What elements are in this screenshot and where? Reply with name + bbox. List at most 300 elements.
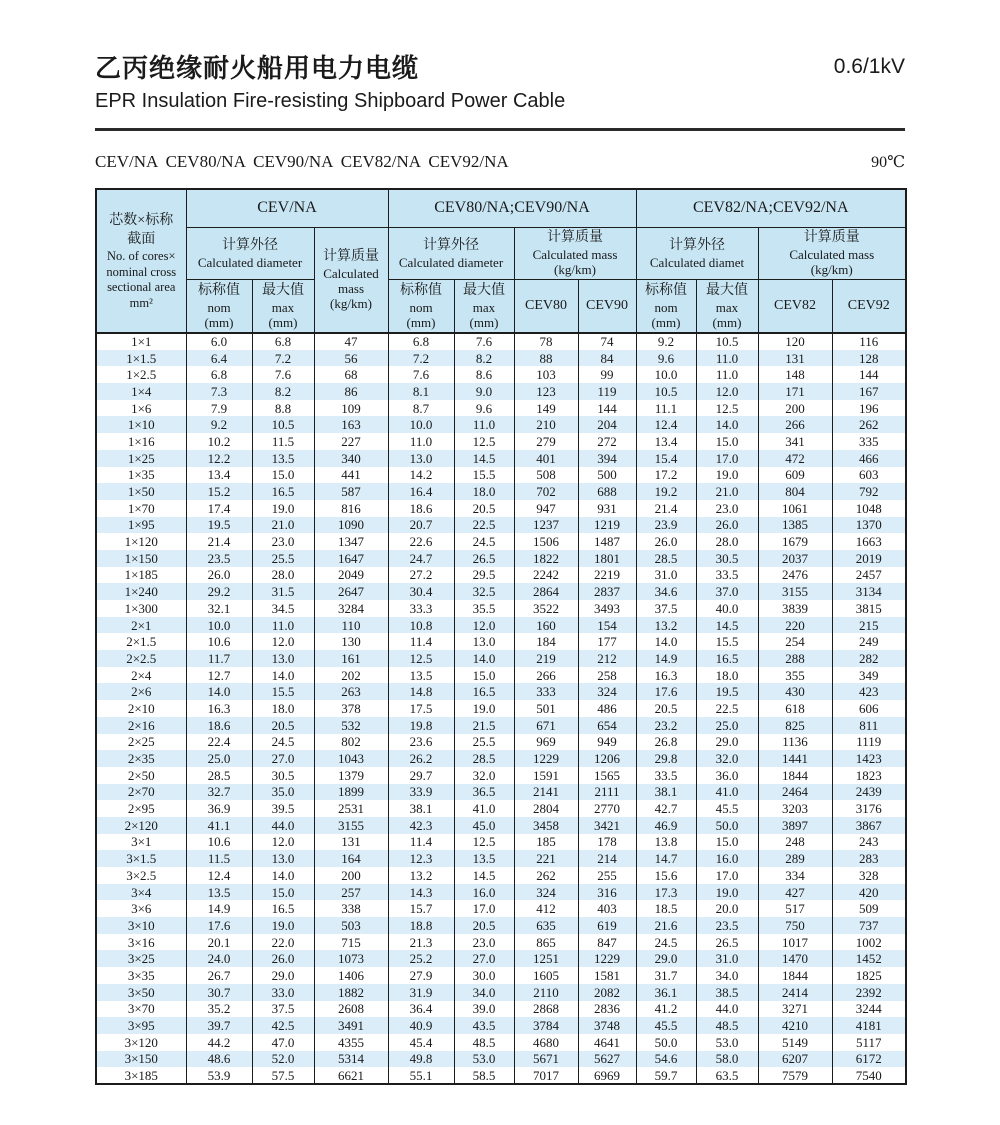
value-cell: 8.1 xyxy=(388,383,454,400)
value-cell: 18.8 xyxy=(388,917,454,934)
value-cell: 14.0 xyxy=(636,633,696,650)
value-cell: 44.2 xyxy=(186,1034,252,1051)
value-cell: 7.9 xyxy=(186,400,252,417)
value-cell: 11.4 xyxy=(388,834,454,851)
value-cell: 671 xyxy=(514,717,578,734)
value-cell: 283 xyxy=(832,850,906,867)
value-cell: 32.7 xyxy=(186,784,252,801)
value-cell: 4680 xyxy=(514,1034,578,1051)
table-row xyxy=(96,366,906,383)
value-cell: 11.5 xyxy=(186,850,252,867)
value-cell: 33.3 xyxy=(388,600,454,617)
group-header-cev80-90: CEV80/NA;CEV90/NA xyxy=(388,189,636,227)
value-cell: 6.8 xyxy=(186,366,252,383)
value-cell: 1061 xyxy=(758,500,832,517)
value-cell: 24.5 xyxy=(454,533,514,550)
value-cell: 816 xyxy=(314,500,388,517)
value-cell: 6.8 xyxy=(388,333,454,350)
value-cell: 1801 xyxy=(578,550,636,567)
value-cell: 37.5 xyxy=(252,1001,314,1018)
value-cell: 19.0 xyxy=(252,500,314,517)
value-cell: 355 xyxy=(758,667,832,684)
value-cell: 5314 xyxy=(314,1051,388,1068)
value-cell: 32.0 xyxy=(454,767,514,784)
value-cell: 29.2 xyxy=(186,583,252,600)
spec-cell: 1×10 xyxy=(96,416,186,433)
value-cell: 15.6 xyxy=(636,867,696,884)
value-cell: 282 xyxy=(832,650,906,667)
value-cell: 12.5 xyxy=(388,650,454,667)
table-row xyxy=(96,383,906,400)
value-cell: 3421 xyxy=(578,817,636,834)
value-cell: 6969 xyxy=(578,1067,636,1084)
value-cell: 266 xyxy=(514,667,578,684)
table-row xyxy=(96,400,906,417)
value-cell: 40.9 xyxy=(388,1017,454,1034)
value-cell: 20.0 xyxy=(696,900,758,917)
spec-cell: 3×150 xyxy=(96,1051,186,1068)
value-cell: 11.5 xyxy=(252,433,314,450)
table-row xyxy=(96,333,906,350)
value-cell: 22.5 xyxy=(454,517,514,534)
value-cell: 262 xyxy=(514,867,578,884)
value-cell: 16.0 xyxy=(696,850,758,867)
value-cell: 123 xyxy=(514,383,578,400)
value-cell: 847 xyxy=(578,934,636,951)
value-cell: 737 xyxy=(832,917,906,934)
subcol-cev90: CEV90 xyxy=(578,279,636,333)
value-cell: 20.5 xyxy=(454,917,514,934)
value-cell: 1487 xyxy=(578,533,636,550)
value-cell: 3155 xyxy=(314,817,388,834)
value-cell: 9.2 xyxy=(186,416,252,433)
value-cell: 1822 xyxy=(514,550,578,567)
value-cell: 688 xyxy=(578,483,636,500)
value-cell: 19.5 xyxy=(186,517,252,534)
value-cell: 1565 xyxy=(578,767,636,784)
spec-cell: 2×16 xyxy=(96,717,186,734)
value-cell: 34.6 xyxy=(636,583,696,600)
value-cell: 128 xyxy=(832,350,906,367)
value-cell: 53.0 xyxy=(454,1051,514,1068)
value-cell: 39.7 xyxy=(186,1017,252,1034)
title-block xyxy=(95,52,565,115)
spec-cell: 3×185 xyxy=(96,1067,186,1084)
value-cell: 16.5 xyxy=(252,483,314,500)
value-cell: 48.5 xyxy=(696,1017,758,1034)
table-row xyxy=(96,650,906,667)
value-cell: 13.0 xyxy=(252,650,314,667)
value-cell: 31.5 xyxy=(252,583,314,600)
value-cell: 31.9 xyxy=(388,984,454,1001)
table-row xyxy=(96,750,906,767)
value-cell: 3134 xyxy=(832,583,906,600)
value-cell: 103 xyxy=(514,366,578,383)
value-cell: 1663 xyxy=(832,533,906,550)
value-cell: 17.2 xyxy=(636,467,696,484)
value-cell: 21.6 xyxy=(636,917,696,934)
value-cell: 12.7 xyxy=(186,667,252,684)
spec-header-unit: mm² xyxy=(129,295,153,310)
value-cell: 15.7 xyxy=(388,900,454,917)
value-cell: 750 xyxy=(758,917,832,934)
value-cell: 19.5 xyxy=(696,683,758,700)
value-cell: 427 xyxy=(758,884,832,901)
value-cell: 17.3 xyxy=(636,884,696,901)
table-row xyxy=(96,800,906,817)
value-cell: 29.5 xyxy=(454,567,514,584)
value-cell: 14.5 xyxy=(454,450,514,467)
table-row xyxy=(96,917,906,934)
value-cell: 6.8 xyxy=(252,333,314,350)
value-cell: 9.6 xyxy=(636,350,696,367)
value-cell: 9.0 xyxy=(454,383,514,400)
value-cell: 10.5 xyxy=(696,333,758,350)
value-cell: 15.5 xyxy=(696,633,758,650)
table-row xyxy=(96,1017,906,1034)
value-cell: 35.5 xyxy=(454,600,514,617)
value-cell: 254 xyxy=(758,633,832,650)
value-cell: 15.0 xyxy=(454,667,514,684)
value-cell: 811 xyxy=(832,717,906,734)
value-cell: 56 xyxy=(314,350,388,367)
value-cell: 10.6 xyxy=(186,633,252,650)
spec-header-zh-line1: 芯数×标称 xyxy=(109,213,174,228)
value-cell: 12.0 xyxy=(696,383,758,400)
value-cell: 13.0 xyxy=(388,450,454,467)
value-cell: 21.4 xyxy=(186,533,252,550)
table-header xyxy=(96,189,906,333)
value-cell: 2219 xyxy=(578,567,636,584)
value-cell: 1002 xyxy=(832,934,906,951)
value-cell: 865 xyxy=(514,934,578,951)
value-cell: 14.3 xyxy=(388,884,454,901)
value-cell: 18.0 xyxy=(454,483,514,500)
value-cell: 178 xyxy=(578,834,636,851)
value-cell: 20.1 xyxy=(186,934,252,951)
value-cell: 17.5 xyxy=(388,700,454,717)
diameter-header-2-zh: 计算外径 xyxy=(423,237,479,253)
value-cell: 16.0 xyxy=(454,884,514,901)
value-cell: 34.5 xyxy=(252,600,314,617)
value-cell: 249 xyxy=(832,633,906,650)
value-cell: 57.5 xyxy=(252,1067,314,1084)
value-cell: 44.0 xyxy=(252,817,314,834)
value-cell: 19.0 xyxy=(696,467,758,484)
value-cell: 29.7 xyxy=(388,767,454,784)
spec-cell: 2×4 xyxy=(96,667,186,684)
value-cell: 1581 xyxy=(578,967,636,984)
value-cell: 25.0 xyxy=(696,717,758,734)
value-cell: 1219 xyxy=(578,517,636,534)
value-cell: 20.5 xyxy=(454,500,514,517)
value-cell: 10.2 xyxy=(186,433,252,450)
value-cell: 423 xyxy=(832,683,906,700)
value-cell: 2049 xyxy=(314,567,388,584)
spec-cell: 1×1.5 xyxy=(96,350,186,367)
value-cell: 131 xyxy=(758,350,832,367)
value-cell: 403 xyxy=(578,900,636,917)
value-cell: 1347 xyxy=(314,533,388,550)
value-cell: 3815 xyxy=(832,600,906,617)
table-row xyxy=(96,900,906,917)
spec-cell: 2×35 xyxy=(96,750,186,767)
value-cell: 4641 xyxy=(578,1034,636,1051)
value-cell: 947 xyxy=(514,500,578,517)
value-cell: 30.0 xyxy=(454,967,514,984)
value-cell: 116 xyxy=(832,333,906,350)
mass-header-3 xyxy=(758,227,906,279)
mass-header-1-zh: 计算质量 xyxy=(323,249,379,265)
value-cell: 11.0 xyxy=(454,416,514,433)
value-cell: 54.6 xyxy=(636,1051,696,1068)
value-cell: 43.5 xyxy=(454,1017,514,1034)
value-cell: 26.5 xyxy=(696,934,758,951)
spec-cell: 1×50 xyxy=(96,483,186,500)
value-cell: 53.0 xyxy=(696,1034,758,1051)
value-cell: 45.0 xyxy=(454,817,514,834)
value-cell: 6207 xyxy=(758,1051,832,1068)
value-cell: 17.6 xyxy=(186,917,252,934)
value-cell: 185 xyxy=(514,834,578,851)
value-cell: 23.5 xyxy=(696,917,758,934)
value-cell: 2531 xyxy=(314,800,388,817)
value-cell: 25.2 xyxy=(388,950,454,967)
value-cell: 17.0 xyxy=(696,450,758,467)
value-cell: 212 xyxy=(578,650,636,667)
value-cell: 2868 xyxy=(514,1001,578,1018)
spec-cell: 3×25 xyxy=(96,950,186,967)
value-cell: 654 xyxy=(578,717,636,734)
value-cell: 15.5 xyxy=(252,683,314,700)
value-cell: 215 xyxy=(832,617,906,634)
value-cell: 15.0 xyxy=(252,884,314,901)
group-header-cev82-92: CEV82/NA;CEV92/NA xyxy=(636,189,906,227)
mass-header-3-unit: (kg/km) xyxy=(810,262,853,277)
value-cell: 5627 xyxy=(578,1051,636,1068)
value-cell: 45.4 xyxy=(388,1034,454,1051)
value-cell: 210 xyxy=(514,416,578,433)
value-cell: 12.5 xyxy=(696,400,758,417)
spec-header-zh-line2: 截面 xyxy=(127,232,156,247)
value-cell: 441 xyxy=(314,467,388,484)
table-row xyxy=(96,884,906,901)
spec-cell: 3×16 xyxy=(96,934,186,951)
table-row xyxy=(96,767,906,784)
value-cell: 28.5 xyxy=(186,767,252,784)
table-row xyxy=(96,533,906,550)
value-cell: 63.5 xyxy=(696,1067,758,1084)
value-cell: 86 xyxy=(314,383,388,400)
value-cell: 27.9 xyxy=(388,967,454,984)
subcol-nom-2: 标称值 nom (mm) xyxy=(388,279,454,333)
value-cell: 802 xyxy=(314,734,388,751)
table-row xyxy=(96,850,906,867)
value-cell: 13.4 xyxy=(186,467,252,484)
value-cell: 26.2 xyxy=(388,750,454,767)
table-row xyxy=(96,784,906,801)
value-cell: 23.2 xyxy=(636,717,696,734)
value-cell: 9.6 xyxy=(454,400,514,417)
value-cell: 13.5 xyxy=(454,850,514,867)
spec-cell: 1×150 xyxy=(96,550,186,567)
diameter-header-3-en: Calculated diamet xyxy=(649,254,745,270)
value-cell: 2414 xyxy=(758,984,832,1001)
value-cell: 1506 xyxy=(514,533,578,550)
table-row xyxy=(96,500,906,517)
subcol-cev82: CEV82 xyxy=(758,279,832,333)
value-cell: 12.4 xyxy=(636,416,696,433)
value-cell: 29.8 xyxy=(636,750,696,767)
value-cell: 13.5 xyxy=(388,667,454,684)
page-header xyxy=(95,52,905,115)
value-cell: 200 xyxy=(758,400,832,417)
value-cell: 243 xyxy=(832,834,906,851)
value-cell: 1825 xyxy=(832,967,906,984)
value-cell: 1073 xyxy=(314,950,388,967)
value-cell: 14.7 xyxy=(636,850,696,867)
value-cell: 38.1 xyxy=(636,784,696,801)
mass-header-1-en2: mass xyxy=(338,281,364,297)
value-cell: 37.0 xyxy=(696,583,758,600)
value-cell: 32.5 xyxy=(454,583,514,600)
value-cell: 1048 xyxy=(832,500,906,517)
value-cell: 4355 xyxy=(314,1034,388,1051)
value-cell: 130 xyxy=(314,633,388,650)
value-cell: 349 xyxy=(832,667,906,684)
value-cell: 15.0 xyxy=(696,834,758,851)
mass-header-2-zh: 计算质量 xyxy=(547,230,603,245)
value-cell: 25.5 xyxy=(454,734,514,751)
table-row xyxy=(96,1051,906,1068)
value-cell: 41.0 xyxy=(454,800,514,817)
value-cell: 25.5 xyxy=(252,550,314,567)
value-cell: 618 xyxy=(758,700,832,717)
value-cell: 1043 xyxy=(314,750,388,767)
value-cell: 10.8 xyxy=(388,617,454,634)
value-cell: 7.6 xyxy=(252,366,314,383)
value-cell: 3203 xyxy=(758,800,832,817)
value-cell: 31.0 xyxy=(636,567,696,584)
mass-header-1-unit: (kg/km) xyxy=(330,296,372,312)
value-cell: 272 xyxy=(578,433,636,450)
value-cell: 532 xyxy=(314,717,388,734)
value-cell: 41.2 xyxy=(636,1001,696,1018)
value-cell: 59.7 xyxy=(636,1067,696,1084)
value-cell: 517 xyxy=(758,900,832,917)
value-cell: 33.9 xyxy=(388,784,454,801)
value-cell: 6172 xyxy=(832,1051,906,1068)
value-cell: 8.2 xyxy=(454,350,514,367)
value-cell: 18.5 xyxy=(636,900,696,917)
value-cell: 3491 xyxy=(314,1017,388,1034)
value-cell: 78 xyxy=(514,333,578,350)
value-cell: 255 xyxy=(578,867,636,884)
diameter-header-3 xyxy=(636,227,758,279)
value-cell: 58.5 xyxy=(454,1067,514,1084)
table-row xyxy=(96,967,906,984)
value-cell: 14.9 xyxy=(186,900,252,917)
value-cell: 23.0 xyxy=(252,533,314,550)
table-row xyxy=(96,934,906,951)
value-cell: 8.2 xyxy=(252,383,314,400)
value-cell: 931 xyxy=(578,500,636,517)
value-cell: 36.9 xyxy=(186,800,252,817)
value-cell: 24.7 xyxy=(388,550,454,567)
diameter-header-2-en: Calculated diameter xyxy=(398,254,504,270)
value-cell: 13.2 xyxy=(388,867,454,884)
value-cell: 160 xyxy=(514,617,578,634)
value-cell: 266 xyxy=(758,416,832,433)
value-cell: 2804 xyxy=(514,800,578,817)
table-row xyxy=(96,416,906,433)
value-cell: 334 xyxy=(758,867,832,884)
value-cell: 15.4 xyxy=(636,450,696,467)
value-cell: 49.8 xyxy=(388,1051,454,1068)
spec-cell: 3×35 xyxy=(96,967,186,984)
value-cell: 28.5 xyxy=(636,550,696,567)
value-cell: 120 xyxy=(758,333,832,350)
value-cell: 3458 xyxy=(514,817,578,834)
table-row xyxy=(96,483,906,500)
value-cell: 40.0 xyxy=(696,600,758,617)
value-cell: 14.0 xyxy=(454,650,514,667)
value-cell: 3244 xyxy=(832,1001,906,1018)
value-cell: 14.9 xyxy=(636,650,696,667)
value-cell: 2111 xyxy=(578,784,636,801)
value-cell: 3748 xyxy=(578,1017,636,1034)
subcol-cev80: CEV80 xyxy=(514,279,578,333)
table-row xyxy=(96,550,906,567)
value-cell: 1119 xyxy=(832,734,906,751)
value-cell: 3176 xyxy=(832,800,906,817)
value-cell: 144 xyxy=(832,366,906,383)
spec-cell: 3×95 xyxy=(96,1017,186,1034)
value-cell: 47.0 xyxy=(252,1034,314,1051)
value-cell: 148 xyxy=(758,366,832,383)
value-cell: 18.0 xyxy=(252,700,314,717)
value-cell: 10.0 xyxy=(636,366,696,383)
spec-cell: 3×4 xyxy=(96,884,186,901)
spec-cell: 1×1 xyxy=(96,333,186,350)
value-cell: 2392 xyxy=(832,984,906,1001)
value-cell: 131 xyxy=(314,834,388,851)
value-cell: 26.8 xyxy=(636,734,696,751)
table-row xyxy=(96,433,906,450)
spec-cell: 3×1 xyxy=(96,834,186,851)
value-cell: 969 xyxy=(514,734,578,751)
table-row xyxy=(96,667,906,684)
table-row xyxy=(96,567,906,584)
value-cell: 1591 xyxy=(514,767,578,784)
value-cell: 20.5 xyxy=(252,717,314,734)
value-cell: 8.8 xyxy=(252,400,314,417)
value-cell: 1899 xyxy=(314,784,388,801)
spec-cell: 1×35 xyxy=(96,467,186,484)
value-cell: 466 xyxy=(832,450,906,467)
value-cell: 14.8 xyxy=(388,683,454,700)
value-cell: 949 xyxy=(578,734,636,751)
value-cell: 7.2 xyxy=(388,350,454,367)
value-cell: 2019 xyxy=(832,550,906,567)
value-cell: 341 xyxy=(758,433,832,450)
value-cell: 1237 xyxy=(514,517,578,534)
value-cell: 13.5 xyxy=(186,884,252,901)
value-cell: 50.0 xyxy=(636,1034,696,1051)
subcol-nom-1: 标称值 nom (mm) xyxy=(186,279,252,333)
value-cell: 1647 xyxy=(314,550,388,567)
spec-cell: 2×1.5 xyxy=(96,633,186,650)
